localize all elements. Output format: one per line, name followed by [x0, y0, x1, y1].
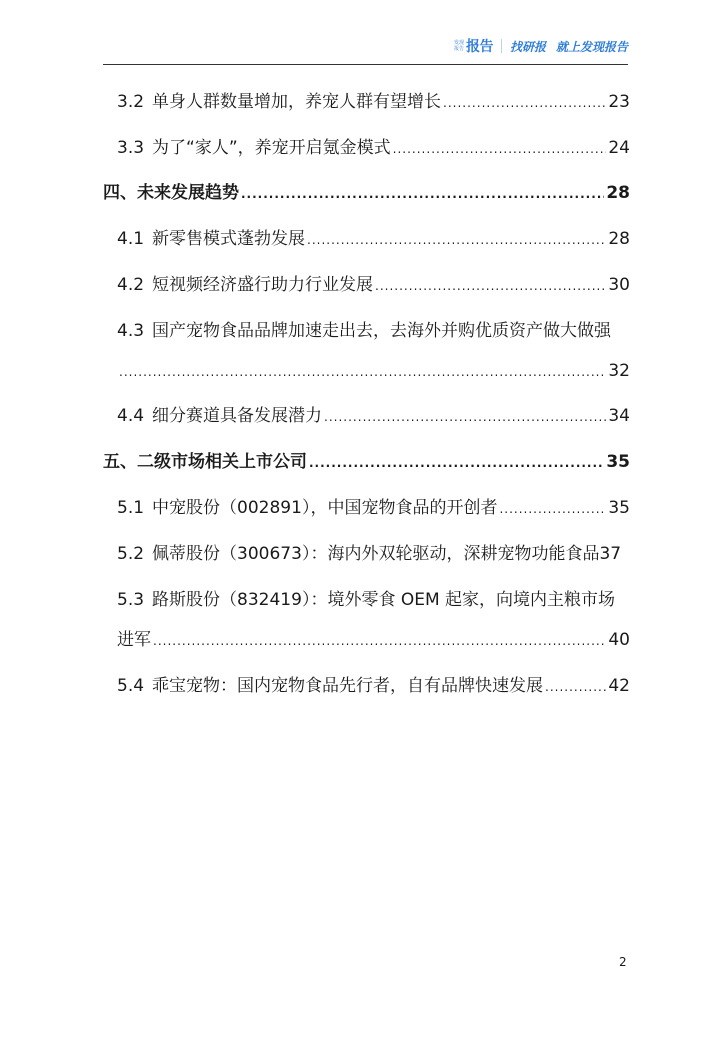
- toc-entry-page: 35: [608, 498, 630, 518]
- toc-entry-title-cont: 进军: [117, 630, 151, 650]
- toc-entry-page: 28: [606, 183, 630, 203]
- toc-entry[interactable]: 5.3 路斯股份（832419）：境外零食 OEM 起家，向境内主粮市场: [117, 590, 616, 610]
- toc-entry[interactable]: 4.3 国产宠物食品品牌加速走出去，去海外并购优质资产做大做强: [117, 321, 612, 341]
- logo-small-text: 发现 报告: [453, 40, 464, 52]
- toc-chapter[interactable]: 五、 二级市场相关上市公司 ..... 35: [103, 450, 630, 474]
- toc-entry-page: 42: [608, 676, 630, 696]
- toc-entry-title: 新零售模式蓬勃发展: [152, 229, 306, 249]
- header-divider: [103, 64, 628, 65]
- toc-entry-title: 短视频经济盛行助力行业发展: [152, 275, 374, 295]
- slogan-discover-report: 就上发现报告: [555, 39, 628, 54]
- toc-entry[interactable]: 3.2 单身人群数量增加，养宠人群有望增长 ..... 23: [103, 90, 630, 114]
- toc-entry-title: 路斯股份（832419）：境外零食 OEM 起家，向境内主粮市场: [152, 590, 616, 610]
- dot-leader: [499, 496, 606, 521]
- toc-chapter-title: 二级市场相关上市公司: [137, 452, 307, 472]
- dot-leader: [443, 90, 606, 115]
- page-header: [103, 30, 628, 64]
- toc-entry-page: 37: [599, 544, 622, 564]
- toc-entry-page: 35: [606, 452, 630, 472]
- dot-leader: [309, 450, 604, 475]
- dot-leader: [153, 628, 606, 653]
- toc-entry-title: 国产宠物食品品牌加速走出去，去海外并购优质资产做大做强: [152, 321, 612, 341]
- toc-entry-title: 佩蒂股份（300673）：海内外双轮驱动，深耕宠物功能食品: [152, 544, 600, 564]
- toc-chapter[interactable]: 四、 未来发展趋势 ..... 28: [103, 181, 630, 205]
- toc-entry[interactable]: 4.1 新零售模式蓬勃发展 ..... 28: [103, 227, 630, 251]
- toc-entry-continuation[interactable]: [103, 359, 630, 383]
- dot-leader: [393, 136, 607, 161]
- toc-entry-page: 28: [608, 229, 630, 249]
- dot-leader: [375, 273, 606, 298]
- toc-entry-title: 中宠股份（002891），中国宠物食品的开创者: [152, 498, 498, 518]
- toc-entry-page: 30: [608, 275, 630, 295]
- toc-entry-page: 24: [608, 138, 630, 158]
- toc-entry[interactable]: 3.3 为了“家人”，养宠开启氪金模式 ..... 24: [103, 136, 630, 160]
- dot-leader: [119, 359, 606, 384]
- toc-entry-title: 单身人群数量增加，养宠人群有望增长: [152, 92, 442, 112]
- fxbaogao-logo: [454, 36, 493, 56]
- page-number: 2: [619, 955, 627, 969]
- brand-divider: [501, 39, 502, 53]
- toc-entry[interactable]: 5.2 佩蒂股份（300673）：海内外双轮驱动，深耕宠物功能食品 37: [117, 544, 622, 564]
- dot-leader: [324, 404, 606, 429]
- toc-chapter-title: 未来发展趋势: [137, 183, 239, 203]
- dot-leader: [545, 674, 606, 699]
- toc-entry-continuation[interactable]: [103, 628, 630, 652]
- slogan-find-report: 找研报: [509, 39, 546, 54]
- toc-entry[interactable]: 4.2 短视频经济盛行助力行业发展 ..... 30: [103, 273, 630, 297]
- logo-main-text: 报告: [465, 39, 493, 55]
- toc-entry-page: 23: [608, 92, 630, 112]
- brand: [454, 36, 628, 56]
- toc-entry-title: 乖宝宠物：国内宠物食品先行者，自有品牌快速发展: [152, 676, 544, 696]
- dot-leader: [307, 227, 606, 252]
- toc-entry[interactable]: 4.4 细分赛道具备发展潜力 ..... 34: [103, 404, 630, 428]
- toc-entry-page: 34: [608, 406, 630, 426]
- toc-entry[interactable]: 5.4 乖宝宠物：国内宠物食品先行者，自有品牌快速发展 ..... 42: [103, 674, 630, 698]
- toc-entry-page: 32: [608, 361, 630, 381]
- dot-leader: [241, 181, 604, 206]
- toc-entry[interactable]: 5.1 中宠股份（002891），中国宠物食品的开创者 ..... 35: [103, 496, 630, 520]
- toc-entry-page: 40: [608, 630, 630, 650]
- toc-entry-title: 为了“家人”，养宠开启氪金模式: [152, 138, 391, 158]
- toc-entry-title: 细分赛道具备发展潜力: [152, 406, 323, 426]
